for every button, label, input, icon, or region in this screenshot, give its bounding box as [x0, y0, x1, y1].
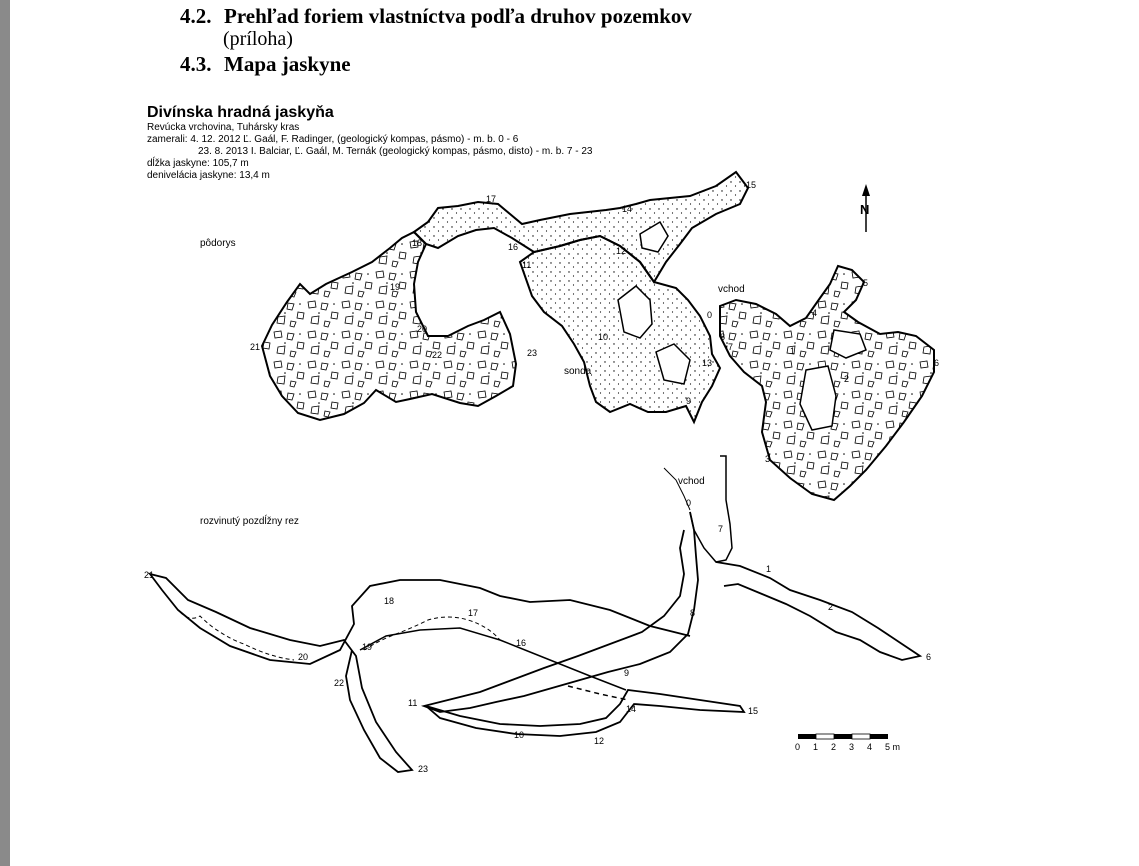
section-station-11: 11 [408, 698, 418, 708]
plan-station-19: 19 [390, 282, 401, 292]
map-title: Divínska hradná jaskyňa [147, 104, 334, 121]
plan-station-16: 16 [508, 242, 519, 252]
scale-label: 4 [867, 742, 873, 752]
plan-station-12: 12 [616, 246, 627, 256]
plan-station-1: 1 [790, 346, 796, 356]
section-station-21: 21 [144, 570, 155, 580]
section-station-15: 15 [748, 706, 759, 716]
plan-station-18: 18 [412, 238, 423, 248]
toc-number: 4.3. [180, 52, 212, 76]
section-station-22: 22 [334, 678, 345, 688]
scale-label: 2 [831, 742, 837, 752]
plan-station-10: 10 [598, 332, 609, 342]
plan-station-11: 11 [522, 260, 532, 270]
section-station-23: 23 [418, 764, 429, 774]
section-station-1: 1 [766, 564, 772, 574]
scale-label: 1 [813, 742, 819, 752]
plan-central-chamber [520, 236, 720, 422]
plan-entrance-label: vchod [718, 284, 745, 295]
plan-station-15: 15 [746, 180, 757, 190]
section-station-20: 20 [298, 652, 309, 662]
map-denivelation: denivelácia jaskyne: 13,4 m [147, 170, 270, 181]
plan-station-0: 0 [707, 310, 713, 320]
section-station-19: 19 [362, 642, 373, 652]
section-entrance-label: vchod [678, 476, 705, 487]
section-lower-passage [426, 690, 744, 736]
section-station-2: 2 [828, 602, 834, 612]
section-station-0: 0 [686, 498, 692, 508]
plan-station-21: 21 [250, 342, 261, 352]
north-arrow [860, 184, 870, 232]
toc-title: Prehľad foriem vlastníctva podľa druhov pozemkov [224, 4, 692, 28]
toc-subtitle: (príloha) [223, 28, 293, 50]
toc-number: 4.2. [180, 4, 212, 28]
plan-station-23: 23 [527, 348, 538, 358]
section-dashed-link [568, 686, 628, 700]
section-station-12: 12 [594, 736, 605, 746]
section-station-9: 9 [624, 668, 630, 678]
section-station-labels [144, 498, 931, 774]
plan-station-7: 7 [728, 342, 734, 352]
map-length: dĺžka jaskyne: 105,7 m [147, 158, 249, 169]
plan-station-2: 2 [844, 374, 850, 384]
section-station-14: 14 [626, 704, 637, 714]
north-label: N [860, 202, 870, 217]
section-station-8: 8 [690, 608, 696, 618]
section-west-passage [150, 574, 690, 772]
section-station-7: 7 [718, 524, 724, 534]
plan-station-5: 5 [863, 278, 869, 288]
plan-station-9: 9 [686, 396, 692, 406]
section-view [150, 456, 920, 772]
scale-label: 0 [795, 742, 801, 752]
section-station-18: 18 [384, 596, 395, 606]
section-east-branch [716, 562, 920, 660]
section-station-16: 16 [516, 638, 527, 648]
map-region: Revúcka vrchovina, Tuhársky kras [147, 122, 300, 133]
toc-title: Mapa jaskyne [224, 52, 351, 76]
scale-label: 3 [849, 742, 855, 752]
section-main-passage [424, 512, 698, 712]
plan-station-20: 20 [417, 324, 428, 334]
section-station-17: 17 [468, 608, 479, 618]
scale-bar [795, 734, 900, 752]
section-entrance-shaft [690, 456, 732, 562]
plan-station-17: 17 [486, 194, 497, 204]
scale-label: 5 m [885, 742, 901, 752]
plan-station-6: 6 [934, 358, 940, 368]
plan-station-14: 14 [622, 204, 633, 214]
map-survey-1: zamerali: 4. 12. 2012 Ľ. Gaál, F. Radinger, (geologický kompas, pásmo) - m. b. 0 - 6 [147, 134, 519, 145]
section-upper-passage [360, 628, 626, 690]
map-survey-2: 23. 8. 2013 I. Balciar, Ľ. Gaál, M. Ternák (geologický kompas, pásmo, disto) - m. b. 7 - 23 [198, 146, 593, 157]
section-station-6: 6 [926, 652, 932, 662]
plan-station-8: 8 [720, 332, 726, 342]
plan-station-22: 22 [432, 350, 443, 360]
plan-station-13: 13 [702, 358, 713, 368]
plan-west-chamber [262, 232, 519, 420]
section-label: rozvinutý pozdĺžny rez [200, 516, 299, 527]
plan-station-3: 3 [765, 454, 771, 464]
plan-label: pôdorys [200, 238, 236, 249]
sonda-label: sonda [564, 366, 592, 377]
section-station-10: 10 [514, 730, 525, 740]
plan-station-4: 4 [812, 308, 818, 318]
